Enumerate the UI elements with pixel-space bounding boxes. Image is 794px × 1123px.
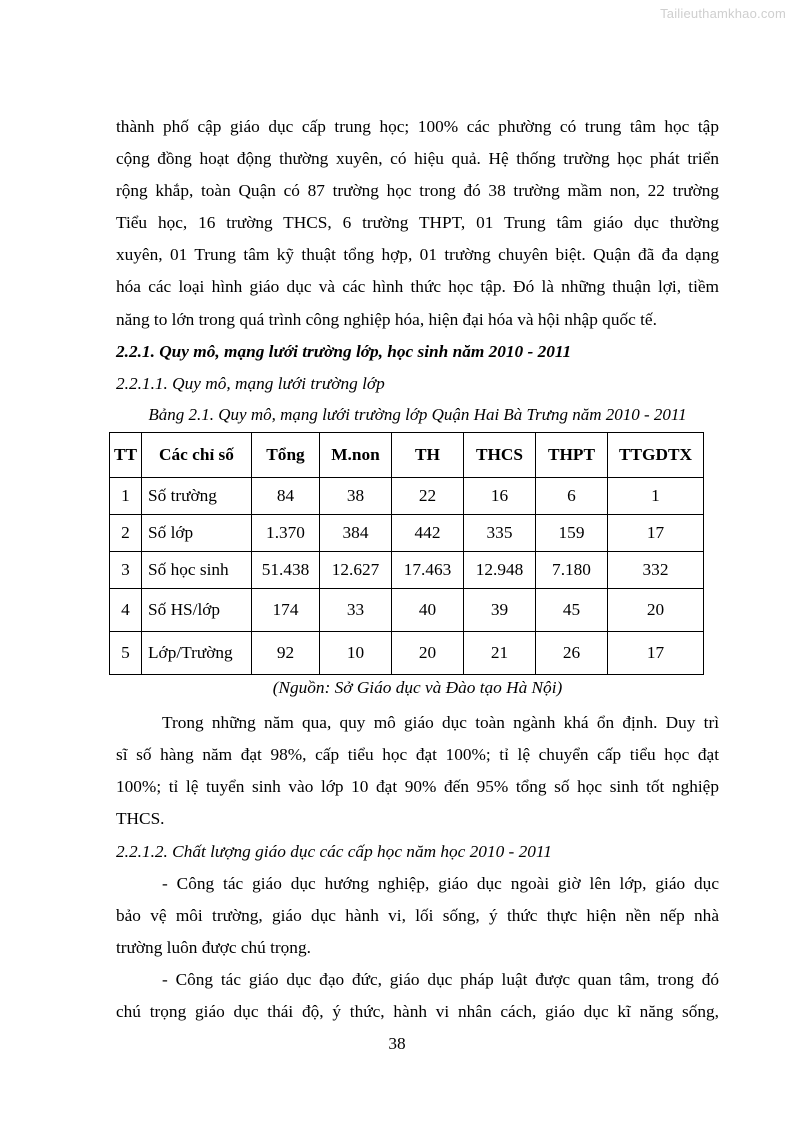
bullet-paragraph-2 bbox=[116, 964, 719, 1028]
header-cell: Tổng bbox=[252, 432, 320, 477]
table-cell: 159 bbox=[536, 514, 608, 551]
table-cell: 33 bbox=[320, 588, 392, 631]
table-row bbox=[110, 477, 704, 514]
header-cell: Các chỉ số bbox=[142, 432, 252, 477]
table-cell: 10 bbox=[320, 631, 392, 674]
text-line: Tiểu học, 16 trường THCS, 6 trường THPT, 01 Trung tâm giáo dục thường bbox=[116, 213, 719, 233]
table-cell: 17 bbox=[608, 631, 704, 674]
table-cell: 1 bbox=[110, 477, 142, 514]
table-cell: 51.438 bbox=[252, 551, 320, 588]
text-line: cộng đồng hoạt động thường xuyên, có hiệu quả. Hệ thống trường học phát triển bbox=[116, 149, 719, 169]
header-cell: THCS bbox=[464, 432, 536, 477]
table-row bbox=[110, 551, 704, 588]
header-cell: M.non bbox=[320, 432, 392, 477]
table-cell: 26 bbox=[536, 631, 608, 674]
table-header-row bbox=[110, 432, 704, 477]
header-cell: TTGDTX bbox=[608, 432, 704, 477]
table-row bbox=[110, 588, 704, 631]
table-cell: 12.627 bbox=[320, 551, 392, 588]
table-cell: 22 bbox=[392, 477, 464, 514]
table-cell: Số trường bbox=[142, 477, 252, 514]
table-cell: 45 bbox=[536, 588, 608, 631]
table-cell: 335 bbox=[464, 514, 536, 551]
header-cell: TT bbox=[110, 432, 142, 477]
table-cell: 442 bbox=[392, 514, 464, 551]
section-heading-2-2-1-1: 2.2.1.1. Quy mô, mạng lưới trường lớp bbox=[116, 373, 385, 393]
table-cell: Lớp/Trường bbox=[142, 631, 252, 674]
table-cell: 12.948 bbox=[464, 551, 536, 588]
header-cell: THPT bbox=[536, 432, 608, 477]
table-cell: 2 bbox=[110, 514, 142, 551]
header-cell: TH bbox=[392, 432, 464, 477]
stats-table bbox=[109, 432, 704, 675]
table-cell: 21 bbox=[464, 631, 536, 674]
page-content bbox=[113, 111, 719, 1029]
table-cell: Số học sinh bbox=[142, 551, 252, 588]
text-line: sĩ số hàng năm đạt 98%, cấp tiểu học đạt 100%; tỉ lệ chuyển cấp tiểu học đạt bbox=[116, 744, 719, 764]
section-heading-2-2-1-2: 2.2.1.2. Chất lượng giáo dục các cấp học năm học 2010 - 2011 bbox=[116, 842, 552, 862]
table-cell: 92 bbox=[252, 631, 320, 674]
table-cell: 39 bbox=[464, 588, 536, 631]
text-line: Trong những năm qua, quy mô giáo dục toàn ngành khá ổn định. Duy trì bbox=[162, 712, 719, 732]
table-cell: 38 bbox=[320, 477, 392, 514]
text-line: - Công tác giáo dục hướng nghiệp, giáo dục ngoài giờ lên lớp, giáo dục bbox=[162, 874, 719, 894]
table-cell: 3 bbox=[110, 551, 142, 588]
table-cell: 20 bbox=[608, 588, 704, 631]
table-cell: 174 bbox=[252, 588, 320, 631]
text-line: - Công tác giáo dục đạo đức, giáo dục pháp luật được quan tâm, trong đó bbox=[162, 970, 719, 990]
table-cell: Số HS/lớp bbox=[142, 588, 252, 631]
text-line: xuyên, 01 Trung tâm kỹ thuật tổng hợp, 01 trường chuyên biệt. Quận đã đa dạng bbox=[116, 245, 719, 265]
table-cell: 17.463 bbox=[392, 551, 464, 588]
table-caption: Bảng 2.1. Quy mô, mạng lưới trường lớp Quận Hai Bà Trưng năm 2010 - 2011 bbox=[148, 404, 687, 424]
table-cell: 5 bbox=[110, 631, 142, 674]
text-line: rộng khắp, toàn Quận có 87 trường học trong đó 38 trường mầm non, 22 trường bbox=[116, 181, 719, 201]
table-row bbox=[110, 514, 704, 551]
table-cell: 40 bbox=[392, 588, 464, 631]
table-cell: 20 bbox=[392, 631, 464, 674]
table-row bbox=[110, 631, 704, 674]
text-line: trường luôn được chú trọng. bbox=[116, 938, 311, 958]
bullet-paragraph-1 bbox=[116, 868, 719, 964]
text-line: hóa các loại hình giáo dục và các hình thức học tập. Đó là những thuận lợi, tiềm bbox=[116, 277, 719, 297]
table-cell: 1.370 bbox=[252, 514, 320, 551]
table-cell: 16 bbox=[464, 477, 536, 514]
table-cell: 332 bbox=[608, 551, 704, 588]
table-cell: 6 bbox=[536, 477, 608, 514]
table-cell: 7.180 bbox=[536, 551, 608, 588]
text-line: năng to lớn trong quá trình công nghiệp hóa, hiện đại hóa và hội nhập quốc tế. bbox=[116, 309, 657, 329]
table-cell: 1 bbox=[608, 477, 704, 514]
text-line: chú trọng giáo dục thái độ, ý thức, hành vi nhân cách, giáo dục kĩ năng sống, bbox=[116, 1002, 719, 1022]
table-cell: 4 bbox=[110, 588, 142, 631]
table-cell: 384 bbox=[320, 514, 392, 551]
table-cell: 84 bbox=[252, 477, 320, 514]
watermark: Tailieuthamkhao.com bbox=[660, 6, 786, 21]
page-number: 38 bbox=[388, 1034, 406, 1053]
section-heading-2-2-1: 2.2.1. Quy mô, mạng lưới trường lớp, học sinh năm 2010 - 2011 bbox=[116, 341, 572, 361]
text-line: 100%; tỉ lệ tuyển sinh vào lớp 10 đạt 90% đến 95% tổng số học sinh tốt nghiệp bbox=[116, 776, 719, 796]
table-source: (Nguồn: Sở Giáo dục và Đào tạo Hà Nội) bbox=[272, 677, 563, 697]
intro-paragraph bbox=[116, 111, 719, 336]
text-line: thành phố cập giáo dục cấp trung học; 100% các phường có trung tâm học tập bbox=[116, 117, 719, 136]
table-cell: 17 bbox=[608, 514, 704, 551]
text-line: bảo vệ môi trường, giáo dục hành vi, lối sống, ý thức thực hiện nền nếp nhà bbox=[116, 906, 719, 926]
paragraph-scale bbox=[116, 707, 719, 835]
text-line: THCS. bbox=[116, 808, 165, 828]
table-cell: Số lớp bbox=[142, 514, 252, 551]
